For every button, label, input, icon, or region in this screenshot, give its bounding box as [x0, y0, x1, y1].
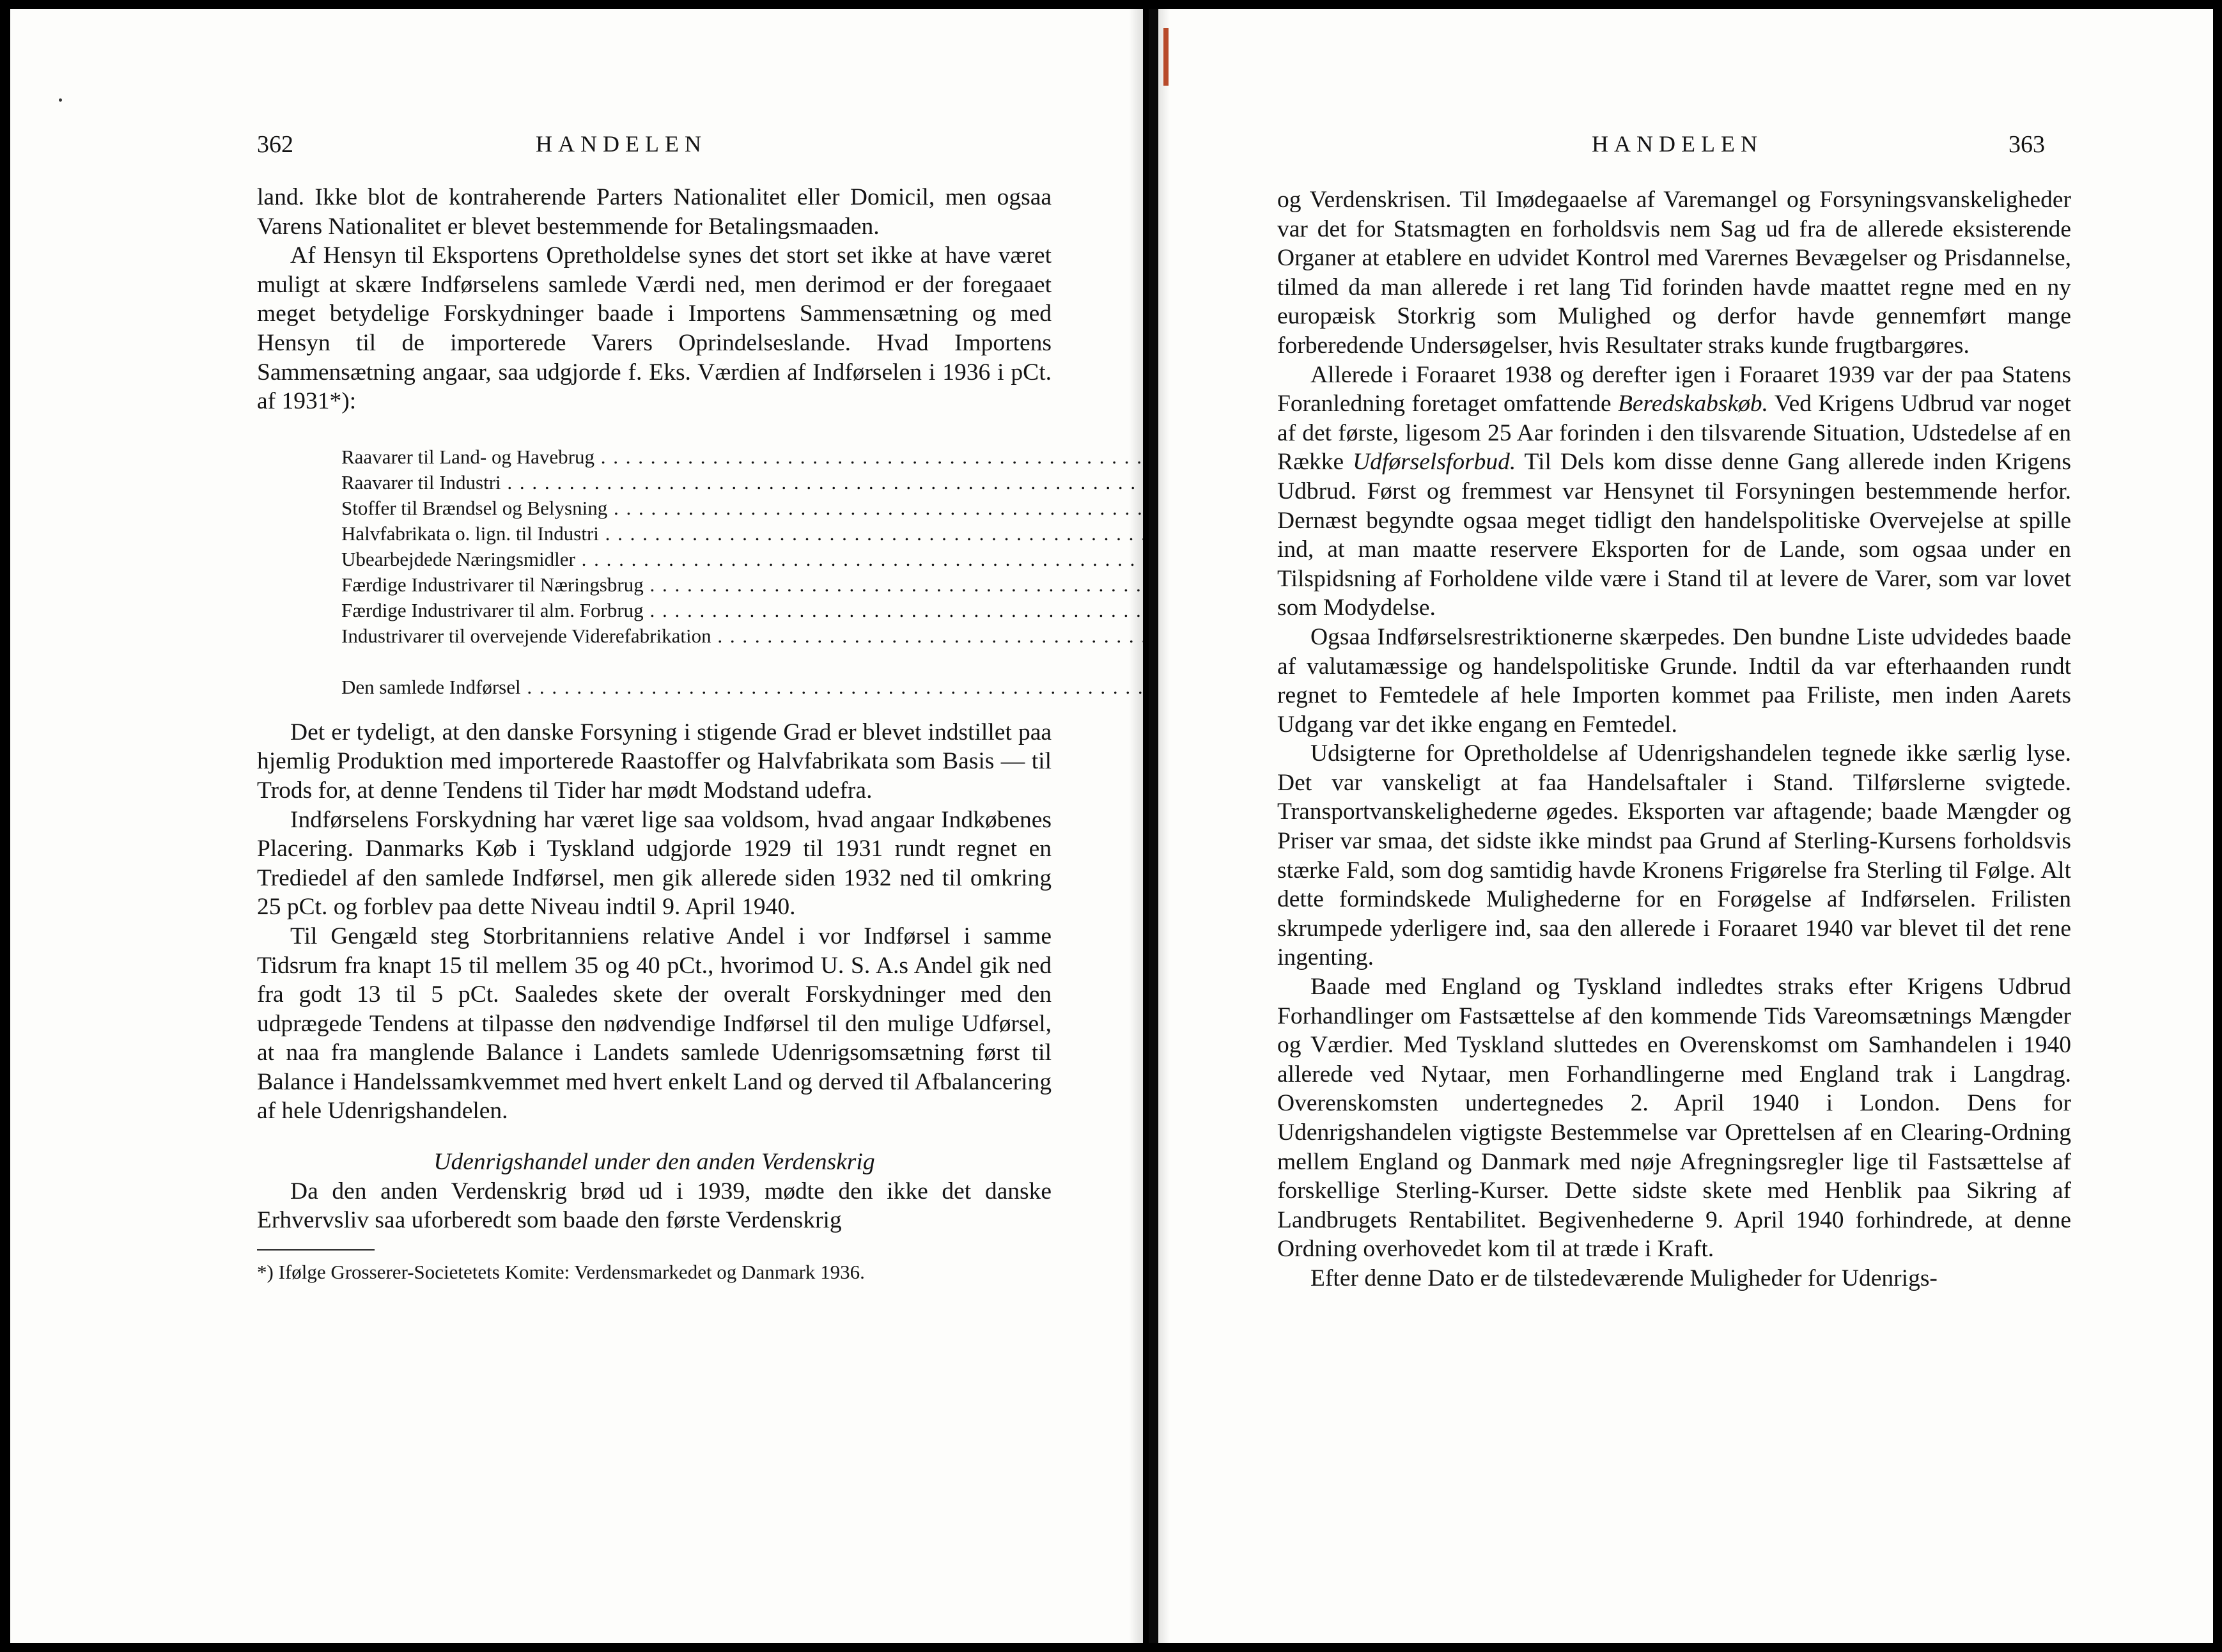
total-label: Den samlede Indførsel . . . — [341, 674, 1143, 700]
row-label: Stoffer til Brændsel og Belysning . . . — [341, 495, 1143, 521]
paragraph: Det er tydeligt, at den danske Forsyning i stigende Grad er blevet indstillet paa hjemlig Produktion med importerede Raastoffer og Halvfabrikata som Basis — til Trods for, at denne Tendens til Tider har mødt Modstand udefra. — [257, 719, 1052, 804]
table-row — [341, 470, 1143, 495]
right-text-column — [1277, 185, 2071, 1293]
emphasis: Beredskabskøb. — [1618, 391, 1768, 417]
import-composition-table — [341, 419, 1143, 700]
row-label: Ubearbejdede Næringsmidler . . . — [341, 547, 1143, 572]
footnote: *) Ifølge Grosserer-Societetets Komite: Verdensmarkedet og Danmark 1936. — [257, 1260, 865, 1283]
table-row — [341, 572, 1143, 598]
paragraph: Udsigterne for Opretholdelse af Udenrigshandelen tegnede ikke særlig lyse. Det var vanskeligt at faa Handelsaftaler i Stand. Tilførslerne svigtede. Transportvanskelighederne øgedes. Eksporten var aftagende; baade Mængder og Priser var smaa, det sidste ikke mindst paa Grund af Sterling-Kursens forholdsvis stærke Fald, som dog samtidig havde Kronens Frigørelse fra Sterling til Følge. Alt dette formindskede Mulighederne for en Forøgelse af Indførselen. Frilisten skrumpede yderligere ind, saa den allerede i Foraaret 1940 var blevet til det rene ingenting. — [1277, 740, 2071, 971]
table-row — [341, 495, 1143, 521]
paragraph: Til Gengæld steg Storbritanniens relative Andel i vor Indførsel i samme Tidsrum fra knapt 15 til mellem 35 og 40 pCt., hvorimod U. S. A.s Andel gik ned fra godt 13 til 5 pCt. Saaledes skete der overalt Forskydninger med den udprægede Tendens at tilpasse den nødvendige Indførsel til den mulige Udførsel, at naa fra manglende Balance i Landets samlede Udenrigsomsætning først til Balance i Handelssamkvemmet med hvert enkelt Land og derved til Afbalancering af hele Udenrigshandelen. — [257, 923, 1052, 1125]
paragraph: Efter denne Dato er de tilstedeværende Muligheder for Udenrigs- — [1310, 1265, 1938, 1291]
row-label: Halvfabrikata o. lign. til Industri . . . — [341, 521, 1143, 547]
table-row — [341, 623, 1143, 649]
paper-speck — [59, 98, 62, 102]
row-label: Færdige Industrivarer til alm. Forbrug . . . — [341, 598, 1143, 623]
paragraph: og Verdenskrisen. Til Imødegaaelse af Varemangel og Forsyningsvanskeligheder var det for Statsmagten en forholdsvis nem Sag ud fra de allerede eksisterende Organer at etablere en udvidet Kontrol med Varernes Bevægelser og Prisdannelse, tilmed da man allerede i ret lang Tid forinden havde maattet regne med en ny europæisk Storkrig som Mulighed og derfor havde gennemført mange forberedende Undersøgelser, hvis Resultater straks kunde frugtbargøres. — [1277, 187, 2071, 359]
table-row — [341, 521, 1143, 547]
right-page — [1158, 9, 2213, 1643]
row-label: Industrivarer til overvejende Viderefabrikation . . . — [341, 623, 1143, 649]
page-edge-mark — [1163, 28, 1169, 86]
paragraph: Baade med England og Tyskland indledtes straks efter Krigens Udbrud Forhandlinger om Fastsættelse af den kommende Tids Vareomsætnings Mængder og Værdier. Med Tyskland sluttedes en Overenskomst om Samhandelen i 1940 allerede ved Nytaar, men Forhandlingerne med England trak i Langdrag. Overenskomsten undertegnedes 2. April 1940 i London. Dens for Udenrigshandelen vigtigste Bestemmelse var Oprettelsen af en Clearing-Ordning mellem England og Danmark med nøje Afregningsregler lige til Fastsættelse af forskellige Sterling-Kurser. Dette sidste skete med Henblik paa Sikring af Landbrugets Rentabilitet. Begivenhederne 9. April 1940 forhindrede, at denne Ordning overhovedet kom til at træde i Kraft. — [1277, 974, 2071, 1263]
page-edge-shadow — [1158, 9, 1170, 1643]
emphasis: Udførselsforbud. — [1353, 449, 1516, 476]
book-gutter — [1149, 9, 1158, 1643]
paragraph: Da den anden Verdenskrig brød ud i 1939, mødte den ikke det danske Erhvervsliv saa uforberedt som baade den første Verdenskrig — [257, 1178, 1052, 1234]
table-row — [341, 444, 1143, 470]
table-row — [341, 598, 1143, 623]
table-unit-row — [341, 419, 1143, 444]
row-label: Færdige Industrivarer til Næringsbrug . . . — [341, 572, 1143, 598]
paragraph: land. Ikke blot de kontraherende Parters Nationalitet eller Domicil, men ogsaa Varens Nationalitet er blevet bestemmende for Betalingsmaaden. — [257, 184, 1052, 240]
running-head: HANDELEN — [1592, 131, 1763, 157]
running-head: HANDELEN — [536, 131, 707, 157]
paragraph: Allerede i Foraaret 1938 og derefter igen i Foraaret 1939 var der paa Statens Foranledning foretaget omfattende Beredskabskøb. Ved Krigens Udbrud var noget af det første, ligesom 25 Aar forinden i den tilsvarende Situation, Udstedelse af en Række Udførselsforbud. Til Dels kom disse denne Gang allerede inden Krigens Udbrud. Først og fremmest var Hensynet til Forsyningen bestemmende herfor. Dernæst begyndte ogsaa meget tidligt den handelspolitiske Overvejelse at spille ind, at man maatte reservere Eksporten for de Lande, som ogsaa under en Tilspidsning af Forholdene vilde være i Stand til at levere de Varer, som var lovet som Modydelse. — [1277, 361, 2071, 621]
footnote-rule — [257, 1249, 375, 1251]
page-number: 363 — [2008, 131, 2045, 158]
paragraph: Ogsaa Indførselsrestriktionerne skærpedes. Den bundne Liste udvidedes baade af valutamæssige og handelspolitiske Grunde. Indtil da var efterhaanden rundt regnet to Femtedele af hele Importen kommet paa Friliste, men inden Aarets Udgang var det ikke engang en Femtedel. — [1277, 623, 2071, 738]
table-total-row — [341, 674, 1143, 700]
table-row — [341, 547, 1143, 572]
row-label: Raavarer til Industri . . . — [341, 470, 1143, 495]
page-number: 362 — [257, 131, 293, 158]
paragraph: Indførselens Forskydning har været lige saa voldsom, hvad angaar Indkøbenes Placering. Danmarks Køb i Tyskland udgjorde 1929 til 1931 rundt regnet en Trediedel af den samlede Indførsel, men gik allerede siden 1932 ned til omkring 25 pCt. og forblev paa dette Niveau indtil 9. April 1940. — [257, 806, 1052, 921]
left-text-column — [257, 183, 1052, 1285]
page-edge-shadow — [1129, 9, 1143, 1643]
paragraph: Af Hensyn til Eksportens Opretholdelse synes det stort set ikke at have været muligt at skære Indførselens samlede Værdi ned, men derimod er der foregaaet meget betydelige Forskydninger baade i Importens Sammensætning og med Hensyn til de importerede Varers Oprindelseslande. Hvad Importens Sammensætning angaar, saa udgjorde f. Eks. Værdien af Indførselen i 1936 i pCt. af 1931*): — [257, 242, 1052, 415]
left-page — [10, 9, 1143, 1643]
section-heading: Udenrigshandel under den anden Verdenskrig — [433, 1149, 875, 1176]
row-label: Raavarer til Land- og Havebrug . . . — [341, 444, 1143, 470]
table-sum-rule — [341, 649, 1143, 666]
